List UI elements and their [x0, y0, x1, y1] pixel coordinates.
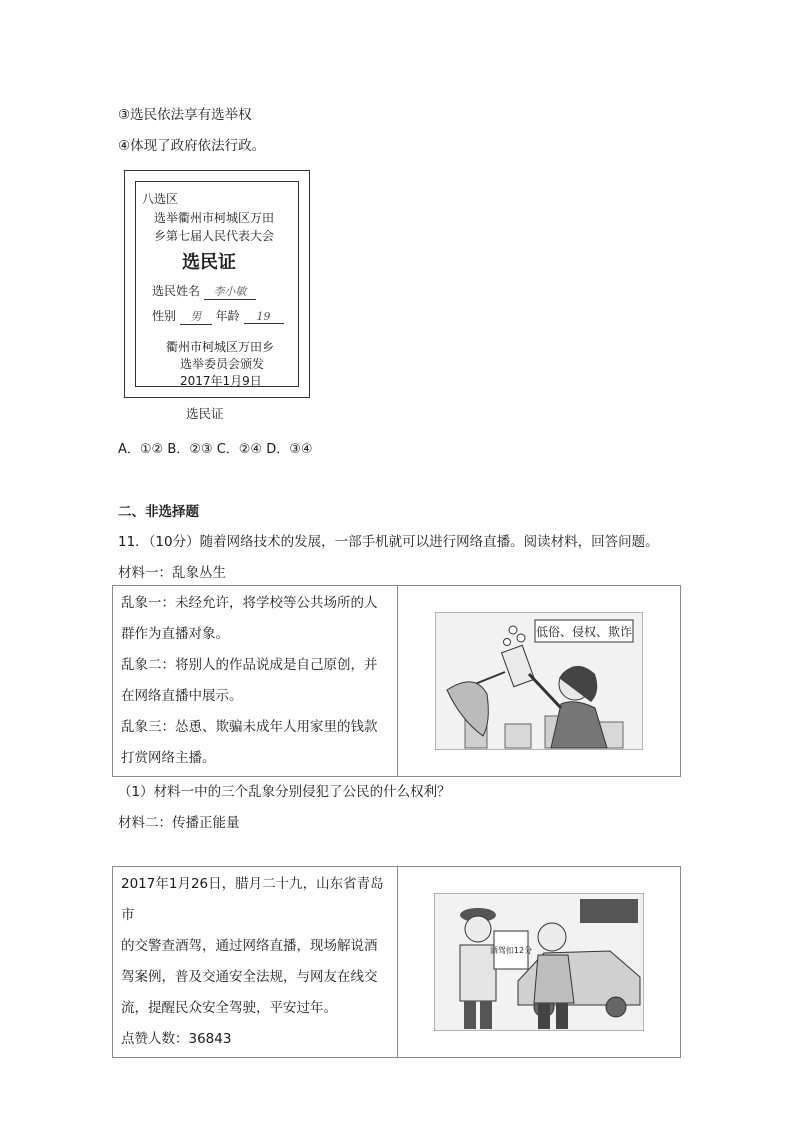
material2-heading: 材料二：传播正能量 [118, 815, 240, 831]
card-age-value: 19 [244, 310, 284, 324]
material1-table [112, 585, 681, 777]
material1-text [113, 586, 397, 776]
card-issuer-line1: 衢州市柯城区万田乡 [166, 340, 275, 354]
material1-image-cell [398, 586, 681, 777]
material2-table [112, 866, 681, 1058]
material2-line: 流，提醒民众安全驾驶，平安过年。 [121, 1000, 337, 1016]
card-name-value: 李小敏 [204, 283, 256, 300]
question-11: 11．（10分）随着网络技术的发展，一部手机就可以进行网络直播。阅读材料，回答问题。 [118, 534, 659, 550]
material2-text [113, 867, 397, 1057]
card-name-row [152, 282, 256, 300]
voter-card-inner [135, 181, 299, 387]
card-line1: 选举衢州市柯城区万田 [154, 211, 275, 225]
card-name-label: 选民姓名 [152, 284, 201, 298]
material1-line: 乱象一：未经允许，将学校等公共场所的人 [121, 595, 378, 611]
card-title: 选民证 [182, 252, 236, 273]
option-4: ④体现了政府依法行政。 [118, 138, 266, 154]
material1-line: 群作为直播对象。 [121, 626, 229, 642]
material1-text-cell [113, 586, 398, 777]
card-line2: 乡第七届人民代表大会 [154, 229, 275, 243]
card-gender-age-row [152, 307, 284, 325]
voter-card [124, 170, 310, 398]
answer-choices: A．①② B．②③ C．②④ D．③④ [118, 442, 313, 457]
card-district: 八选区 [142, 192, 179, 206]
material1-line: 打赏网络主播。 [121, 750, 216, 766]
card-gender-label: 性别 [152, 309, 177, 323]
material1-heading: 材料一：乱象丛生 [118, 565, 226, 581]
material1-sign-text: 低俗、侵权、欺诈 [535, 625, 633, 639]
material1-cartoon-image [435, 612, 643, 750]
material2-line: 的交警查酒驾，通过网络直播，现场解说酒 [121, 938, 378, 954]
material2-sign-text: 酒驾扣12分 [489, 946, 533, 955]
material2-text-cell [113, 867, 398, 1058]
section-heading: 二、非选择题 [118, 504, 199, 520]
option-3: ③选民依法享有选举权 [118, 107, 252, 123]
card-issuer-line2: 选举委员会颁发 [180, 357, 265, 371]
material2-likes: 点赞人数：36843 [121, 1031, 232, 1047]
card-age-label: 年龄 [215, 309, 240, 323]
material2-image-cell [398, 867, 681, 1058]
card-date: 2017年1月9日 [180, 374, 262, 388]
material1-line: 乱象三：怂恿、欺骗未成年人用家里的钱款 [121, 719, 378, 735]
card-caption: 选民证 [186, 406, 224, 421]
material2-line: 2017年1月26日，腊月二十九，山东省青岛市 [121, 876, 384, 923]
subquestion-1: （1）材料一中的三个乱象分别侵犯了公民的什么权利？ [118, 784, 451, 800]
material1-line: 乱象二：将别人的作品说成是自己原创，并 [121, 657, 378, 673]
card-gender-value: 男 [180, 308, 212, 325]
material1-line: 在网络直播中展示。 [121, 688, 243, 704]
material2-cartoon-image [434, 893, 644, 1031]
material2-line: 驾案例，普及交通安全法规，与网友在线交 [121, 969, 378, 985]
